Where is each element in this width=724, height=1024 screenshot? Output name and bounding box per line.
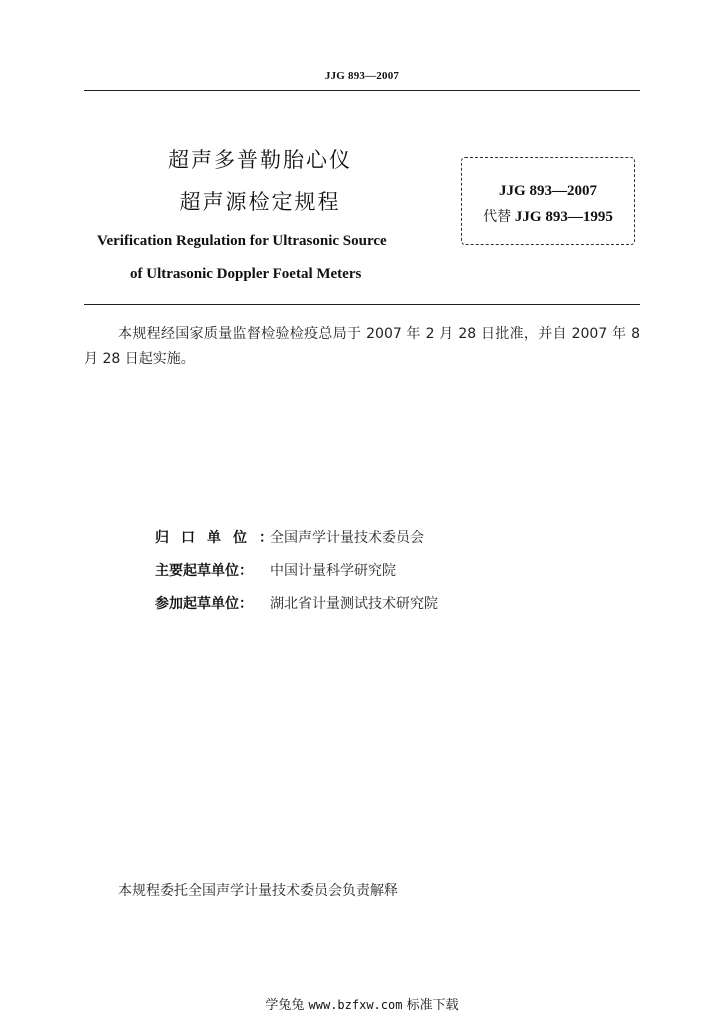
responsible-unit-row [155, 527, 424, 547]
standard-code-box [461, 157, 635, 245]
chinese-title-line-1: 超声多普勒胎心仪 [168, 148, 352, 172]
footer-url[interactable]: www.bzfxw.com [308, 998, 403, 1012]
current-code: JJG 893—2007 [499, 183, 597, 199]
chinese-title-line-2: 超声源检定规程 [179, 190, 341, 214]
footer-watermark [0, 994, 724, 1013]
footer-tagline: 标准下载 [406, 998, 459, 1013]
participant-drafter-label: 参加起草单位： [155, 596, 253, 612]
approval-paragraph: 本规程经国家质量监督检验检疫总局于 2007 年 2 月 28 日批准，并自 2007 年 8 月 28 日起实施。 [84, 326, 640, 367]
english-title-line-1: Verification Regulation for Ultrasonic Source [97, 233, 387, 249]
main-drafter-label: 主要起草单位： [155, 563, 253, 579]
english-title-line-2: of Ultrasonic Doppler Foetal Meters [130, 266, 362, 282]
main-drafter-value: 中国计量科学研究院 [270, 563, 396, 579]
footer-site-name: 学兔兔 [265, 998, 305, 1013]
participant-drafter-row [155, 593, 438, 613]
replaces-prefix: 代替 [483, 209, 512, 225]
replaces-code [462, 206, 634, 226]
middle-rule [84, 304, 640, 305]
interpretation-note: 本规程委托全国声学计量技术委员会负责解释 [118, 883, 398, 899]
responsible-unit-value: 全国声学计量技术委员会 [270, 530, 424, 546]
participant-drafter-value: 湖北省计量测试技术研究院 [270, 596, 438, 612]
top-rule [84, 90, 640, 91]
main-drafter-row [155, 560, 396, 580]
header-standard-code: JJG 893—2007 [324, 70, 400, 82]
replaced-code: JJG 893—1995 [514, 209, 613, 225]
responsible-unit-label: 归口单位： [155, 530, 285, 546]
